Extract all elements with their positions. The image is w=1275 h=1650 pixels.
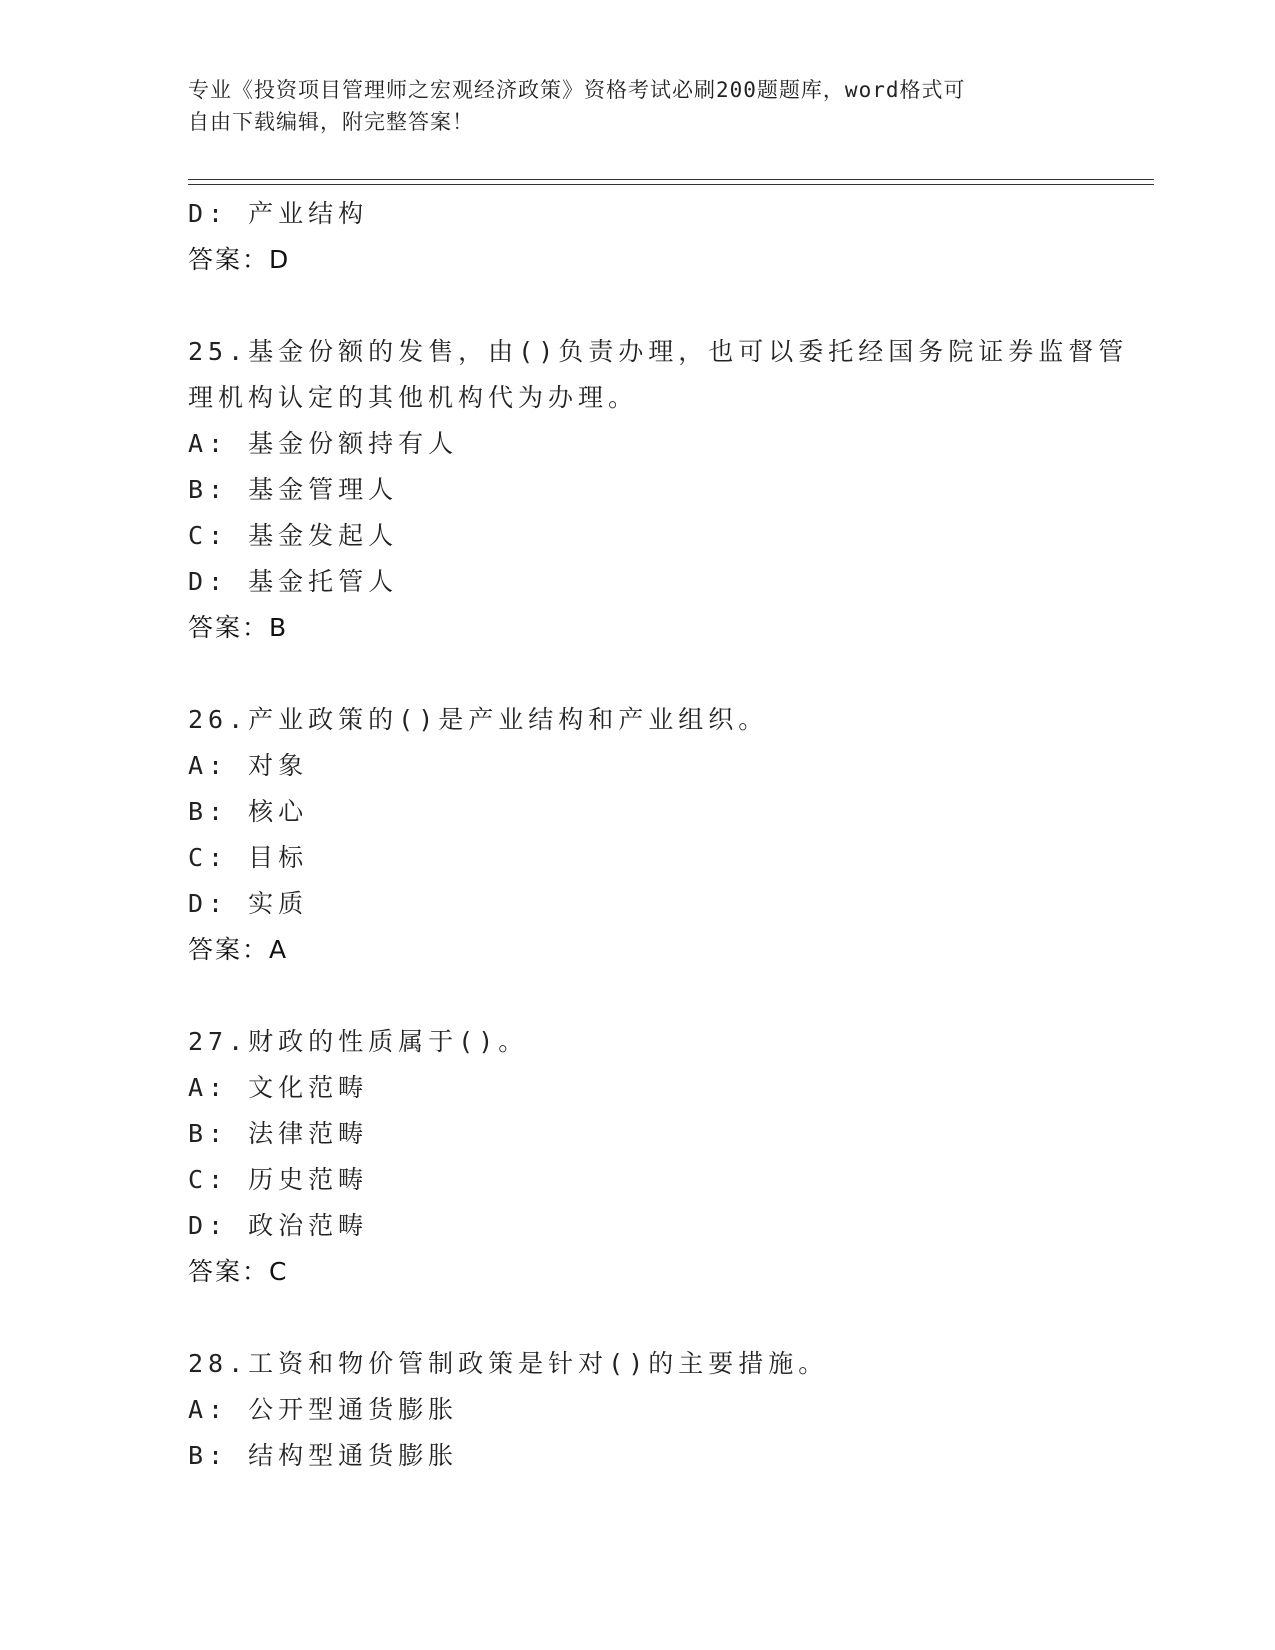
spacer [188,283,1088,329]
option-b: B: 结构型通货膨胀 [188,1441,459,1470]
spacer [188,1295,1088,1341]
option-d-continued: D: 产业结构 [188,199,369,228]
option-a: A: 文化范畴 [188,1073,369,1102]
option-b: B: 基金管理人 [188,475,399,504]
answer: 答案：C [188,1257,289,1286]
option-d: D: 实质 [188,889,309,918]
document-body [188,191,1129,1479]
header-divider-top [188,179,1154,180]
answer: 答案：B [188,613,289,642]
question-text-line-1: 26.产业政策的()是产业结构和产业组织。 [188,705,769,734]
question-28 [188,1341,1088,1479]
option-a: A: 对象 [188,751,309,780]
option-c: C: 基金发起人 [188,521,399,550]
spacer [188,973,1088,1019]
answer: 答案：A [188,935,289,964]
question-27 [188,1019,1088,1295]
option-d: D: 基金托管人 [188,567,399,596]
option-d: D: 政治范畴 [188,1211,369,1240]
question-text-line-1: 27.财政的性质属于()。 [188,1027,529,1056]
question-text-line-1: 28.工资和物价管制政策是针对()的主要措施。 [188,1349,829,1378]
question-text-line-1: 25.基金份额的发售，由()负责办理，也可以委托经国务院证券监督管 [188,337,1129,366]
question-25 [188,329,1129,651]
question-text-line-2: 理机构认定的其他机构代为办理。 [188,383,639,412]
document-header [188,74,1068,138]
header-line-1: 专业《投资项目管理师之宏观经济政策》资格考试必刷200题题库，word格式可 [188,78,966,102]
header-divider-bottom [188,184,1154,185]
answer-continued: 答案：D [188,245,291,274]
option-b: B: 法律范畴 [188,1119,369,1148]
option-c: C: 目标 [188,843,309,872]
header-line-2: 自由下载编辑，附完整答案！ [188,110,474,134]
option-a: A: 基金份额持有人 [188,429,459,458]
question-26 [188,697,1088,973]
option-c: C: 历史范畴 [188,1165,369,1194]
option-a: A: 公开型通货膨胀 [188,1395,459,1424]
spacer [188,651,1088,697]
option-b: B: 核心 [188,797,309,826]
